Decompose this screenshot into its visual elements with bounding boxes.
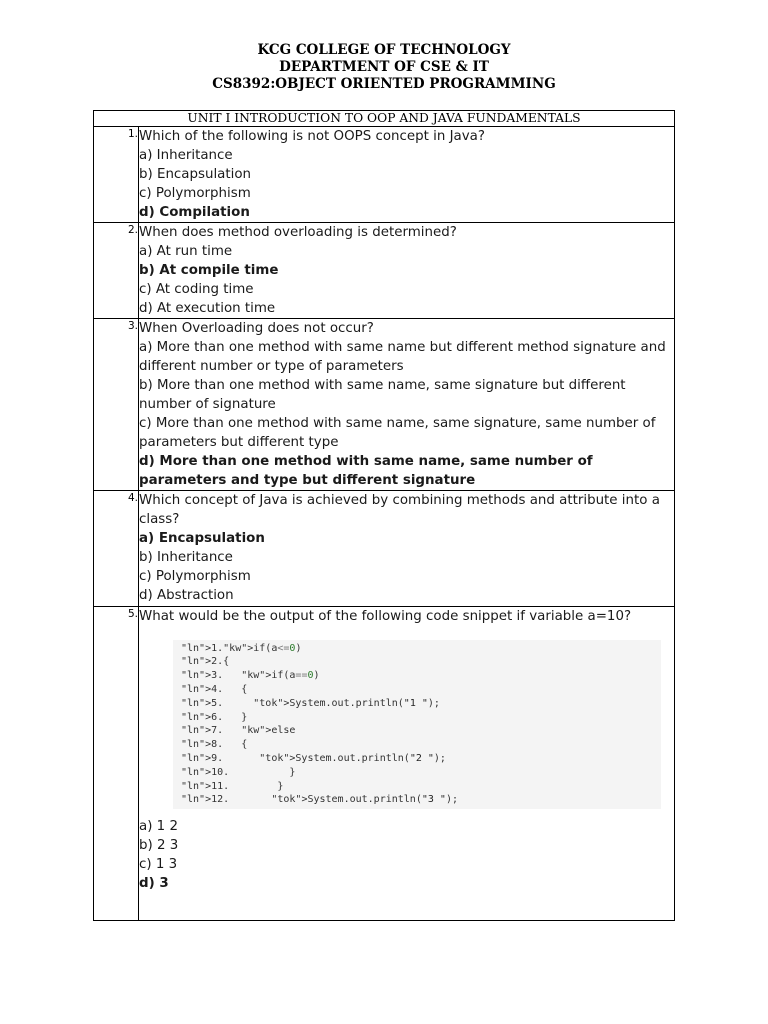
answer-option: b) More than one method with same name, same signature but different number of signature <box>139 378 626 413</box>
code-line: "ln">10. } <box>181 766 296 778</box>
code-line: "ln">7. "kw">else <box>181 725 296 737</box>
correct-answer-option: d) Compilation <box>139 205 250 221</box>
question-row <box>94 127 675 223</box>
question-number: 2. <box>94 223 139 319</box>
question-row <box>94 606 675 920</box>
answer-option: b) 2 3 <box>139 838 179 854</box>
code-line: "ln">3. "kw">if(a==0) <box>181 670 320 682</box>
answer-option: c) At coding time <box>139 282 254 298</box>
answer-option: a) Inheritance <box>139 148 233 164</box>
correct-answer-option: a) Encapsulation <box>139 531 265 547</box>
code-line: "ln">5. "tok">System.out.println("1 "); <box>181 697 440 709</box>
question-body <box>139 223 675 319</box>
code-line: "ln">12. "tok">System.out.println("3 "); <box>181 794 458 806</box>
question-text: Which concept of Java is achieved by combining methods and attribute into a class? <box>139 493 660 528</box>
code-line: "ln">2.{ <box>181 656 230 668</box>
answer-option: c) More than one method with same name, same signature, same number of parameters but different type <box>139 416 656 451</box>
question-text: When does method overloading is determined? <box>139 225 457 241</box>
question-row <box>94 319 675 491</box>
unit-title-row <box>94 111 675 127</box>
correct-answer-option: b) At compile time <box>139 263 279 279</box>
answer-option: b) Inheritance <box>139 550 233 566</box>
answer-option: d) Abstraction <box>139 588 234 604</box>
answer-option: a) 1 2 <box>139 819 178 835</box>
code-line: "ln">6. } <box>181 711 248 723</box>
answer-option: b) Encapsulation <box>139 167 252 183</box>
college-name: KCG COLLEGE OF TECHNOLOGY <box>257 42 511 58</box>
answer-option: c) Polymorphism <box>139 569 251 585</box>
question-row <box>94 223 675 319</box>
code-snippet <box>173 640 661 810</box>
question-body <box>139 491 675 606</box>
department-name: DEPARTMENT OF CSE & IT <box>279 59 489 75</box>
code-line: "ln">9. "tok">System.out.println("2 "); <box>181 752 446 764</box>
question-text: When Overloading does not occur? <box>139 321 374 337</box>
answer-option: d) At execution time <box>139 301 276 317</box>
question-number: 3. <box>94 319 139 491</box>
correct-answer-option: d) 3 <box>139 876 169 892</box>
question-table <box>93 110 675 921</box>
answer-option: a) More than one method with same name but different method signature and different number or type of parameters <box>139 340 666 375</box>
question-body <box>139 127 675 223</box>
question-body <box>139 606 675 920</box>
answer-option: a) At run time <box>139 244 233 260</box>
question-row <box>94 491 675 606</box>
question-number: 1. <box>94 127 139 223</box>
answer-option: c) 1 3 <box>139 857 178 873</box>
question-number: 5. <box>94 606 139 920</box>
code-line: "ln">11. } <box>181 780 284 792</box>
correct-answer-option: d) More than one method with same name, same number of parameters and type but different signature <box>139 454 593 489</box>
answer-option: c) Polymorphism <box>139 186 251 202</box>
code-line: "ln">4. { <box>181 683 248 695</box>
unit-title: UNIT I INTRODUCTION TO OOP AND JAVA FUNDAMENTALS <box>94 111 675 127</box>
question-text: Which of the following is not OOPS concept in Java? <box>139 129 485 145</box>
code-line: "ln">8. { <box>181 739 248 751</box>
question-body <box>139 319 675 491</box>
document-header <box>0 42 768 93</box>
question-text: What would be the output of the following code snippet if variable a=10? <box>139 608 632 624</box>
course-title: CS8392:OBJECT ORIENTED PROGRAMMING <box>212 76 556 92</box>
code-line: "ln">1."kw">if(a<=0) <box>181 642 302 654</box>
question-number: 4. <box>94 491 139 606</box>
